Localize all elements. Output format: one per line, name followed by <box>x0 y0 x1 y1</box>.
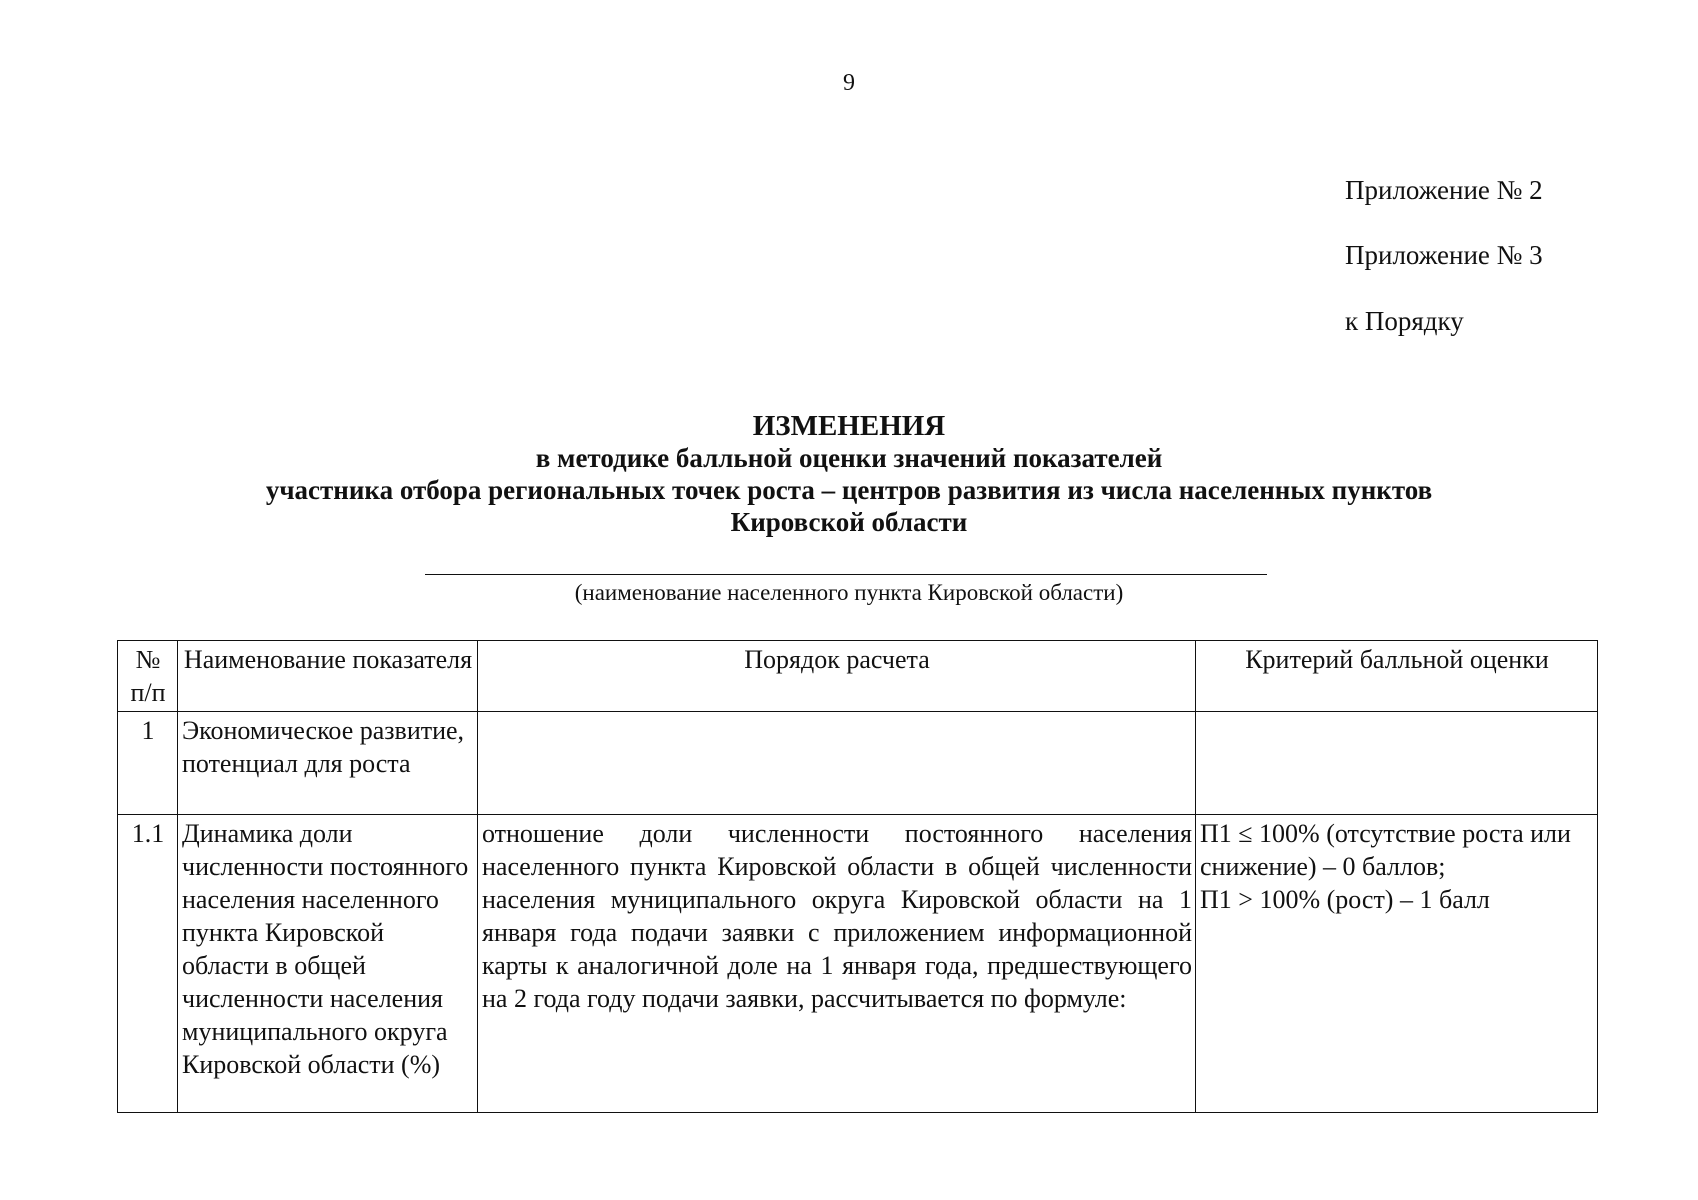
criteria-table <box>117 640 1598 1113</box>
criterion-line-1: П1 ≤ 100% (отсутствие роста или снижение) – 0 баллов; <box>1200 819 1571 881</box>
title-line-3: участника отбора региональных точек роста – центров развития из числа населенных пунктов <box>265 475 1433 505</box>
row-name: Экономическое развитие, потенциал для роста <box>178 712 478 815</box>
appendix-line-3: к Порядку <box>1345 306 1464 336</box>
title-main: ИЗМЕНЕНИЯ <box>752 410 946 442</box>
row-criterion <box>1196 815 1598 1113</box>
title-line-2: в методике балльной оценки значений показателей <box>535 443 1163 473</box>
criterion-line-2: П1 > 100% (рост) – 1 балл <box>1200 885 1490 914</box>
header-name: Наименование показателя <box>178 641 478 712</box>
row-calc: отношение доли численности постоянного населения населенного пункта Кировской области в общей численности населения муниципального округа Кировской области на 1 января года подачи заявки с приложением информационной карты к аналогичной доле на 1 января года, предшествующего на 2 года году подачи заявки, рассчитывается по формуле: <box>478 815 1196 1113</box>
appendix-line-2: Приложение № 3 <box>1345 240 1543 270</box>
appendix-line-1: Приложение № 2 <box>1345 175 1543 205</box>
page-number: 9 <box>843 70 855 96</box>
header-calc: Порядок расчета <box>478 641 1196 712</box>
row-criterion <box>1196 712 1598 815</box>
row-calc <box>478 712 1196 815</box>
table-header-row <box>118 641 1598 712</box>
row-num: 1.1 <box>118 815 178 1113</box>
document-title <box>0 410 1698 538</box>
header-criterion: Критерий балльной оценки <box>1196 641 1598 712</box>
table-row <box>118 815 1598 1113</box>
table-row <box>118 712 1598 815</box>
row-name: Динамика доли численности постоянного населения населенного пункта Кировской области в общей численности населения муниципального округа Кировской области (%) <box>178 815 478 1113</box>
header-num: № п/п <box>118 641 178 712</box>
settlement-name-line <box>425 574 1267 575</box>
title-line-4: Кировской области <box>730 507 968 537</box>
row-num: 1 <box>118 712 178 815</box>
settlement-name-caption: (наименование населенного пункта Кировской области) <box>574 580 1124 605</box>
